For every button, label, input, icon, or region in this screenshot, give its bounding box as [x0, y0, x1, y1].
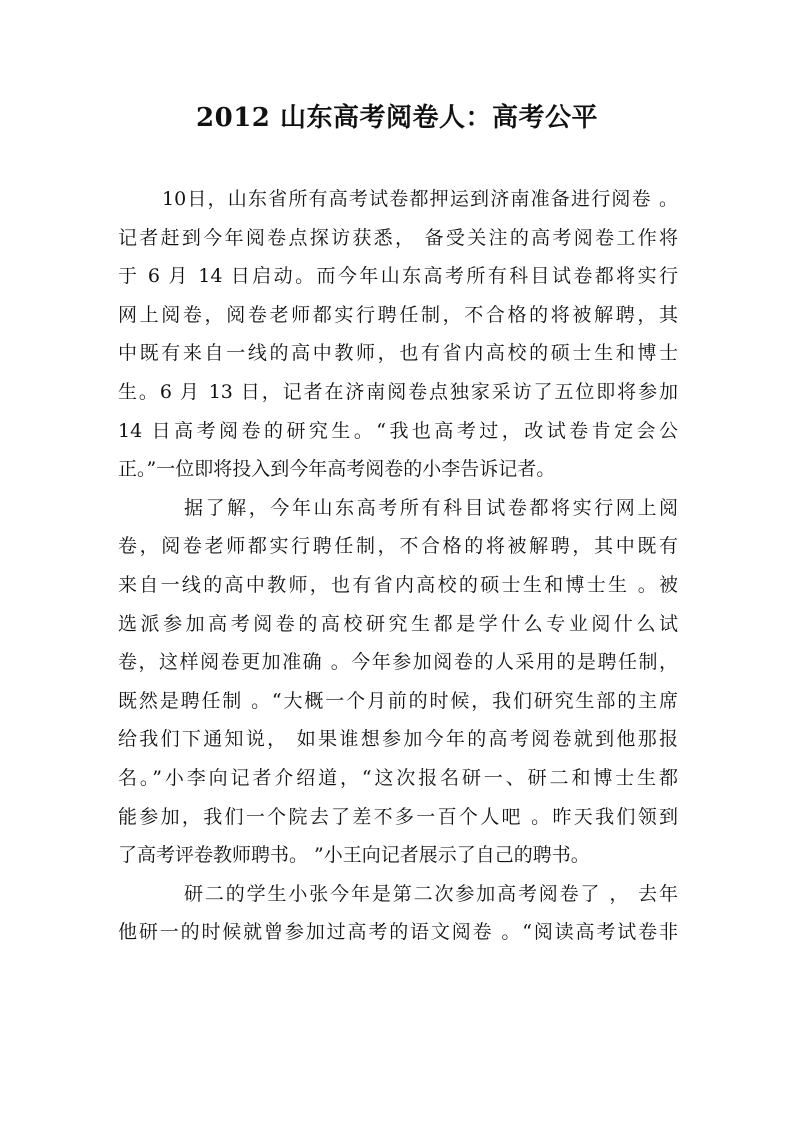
- text-line: 卷，这样阅卷更加准确 。今年参加阅卷的人采用的是聘任制，: [118, 651, 678, 674]
- text-line: 名。”小李向记者介绍道，“这次报名研一、研二和博士生都: [118, 766, 678, 789]
- text-line: 网上阅卷，阅卷老师都实行聘任制，不合格的将被解聘，其: [118, 303, 678, 326]
- text-line: 中既有来自一线的高中教师，也有省内高校的硕士生和博士: [118, 342, 678, 365]
- text-line: 研二的学生小张今年是第二次参加高考阅卷了 ， 去年: [184, 882, 678, 905]
- text-line: 给我们下通知说， 如果谁想参加今年的高考阅卷就到他那报: [118, 728, 678, 751]
- text-line: 了高考评卷教师聘书。 ”小王向记者展示了自己的聘书。: [118, 844, 590, 867]
- text-line: 于 6 月 14 日启动。而今年山东高考所有科目试卷都将实行: [118, 265, 678, 288]
- paragraph-2: [118, 489, 678, 875]
- article-body: [118, 180, 678, 952]
- text-line: 来自一线的高中教师，也有省内高校的硕士生和博士生 。被: [118, 573, 678, 596]
- text-line: 能参加，我们一个院去了差不多一百个人吧 。昨天我们领到: [118, 805, 678, 828]
- text-line: 选派参加高考阅卷的高校研究生都是学什么专业阅什么试: [118, 612, 678, 635]
- paragraph-3: [118, 875, 678, 952]
- text-line: 据了解，今年山东高考所有科目试卷都将实行网上阅: [184, 496, 678, 519]
- text-line: 既然是聘任制 。“大概一个月前的时候，我们研究生部的主席: [118, 689, 678, 712]
- text-line: 正。”一位即将投入到今年高考阅卷的小李告诉记者。: [118, 458, 556, 481]
- text-line: 10日，山东省所有高考试卷都押运到济南准备进行阅卷 。: [162, 188, 678, 210]
- text-line: 卷，阅卷老师都实行聘任制，不合格的将被解聘，其中既有: [118, 535, 678, 558]
- text-line: 14 日高考阅卷的研究生。“我也高考过，改试卷肯定会公: [118, 419, 678, 442]
- paragraph-1: [118, 180, 678, 489]
- text-line: 生。6 月 13 日，记者在济南阅卷点独家采访了五位即将参加: [118, 380, 678, 403]
- article-title: 2012 山东高考阅卷人：高考公平: [196, 103, 598, 133]
- text-line: 他研一的时候就曾参加过高考的语文阅卷 。“阅读高考试卷非: [118, 921, 678, 944]
- text-line: 记者赶到今年阅卷点探访获悉， 备受关注的高考阅卷工作将: [118, 226, 678, 249]
